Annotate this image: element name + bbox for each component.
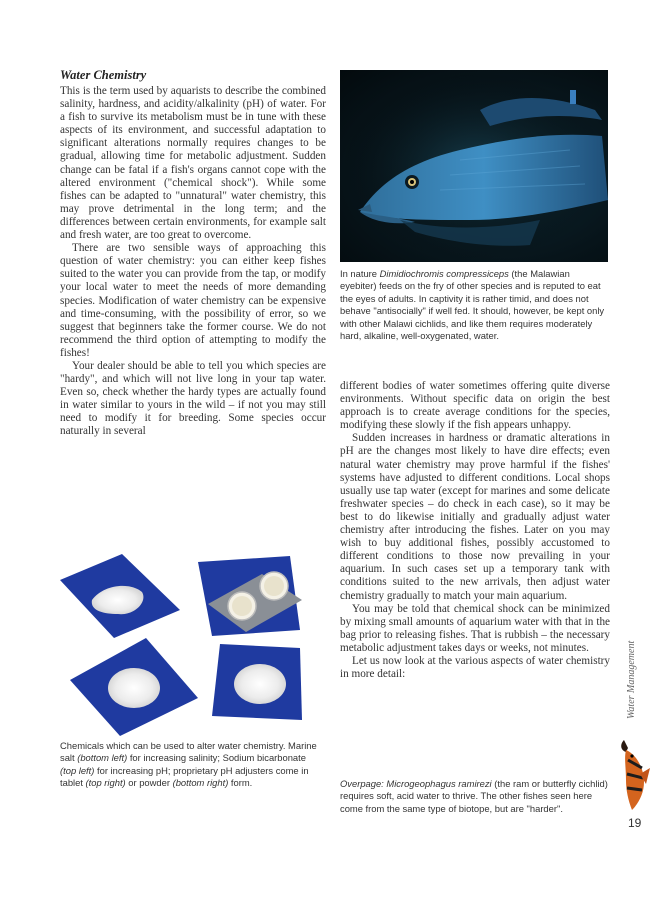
left-column (60, 68, 326, 439)
caption-position: (bottom right) (172, 777, 229, 789)
caption-text: for increasing salinity; Sodium bicarbonate (127, 752, 306, 764)
tab-fish-icon (618, 734, 652, 814)
body-paragraph: There are two sensible ways of approaching this question of water chemistry: you can either keep fishes suited to the water you can provide from the tap, or modify your local water to meet the needs of more demanding species. Modification of water chemistry can be expensive and time-consuming, with the possibility of error, so we suggest that beginners take the former course. We do not recommend the third option of attempting to modify the fishes! (60, 242, 326, 359)
overpage-caption (340, 778, 610, 815)
eyebiter-fish-photo (340, 70, 608, 262)
caption-text: In nature (340, 268, 380, 279)
chapter-side-tab: Water Management (626, 640, 637, 720)
caption-text: Chemicals which can be used to alter water chemistry. Marine salt (60, 740, 317, 764)
body-paragraph: Your dealer should be able to tell you which species are "hardy", and which will not live long in your tap water. Even so, check whether the hardy types are actually found in water similar to yours in the wild – if not you may still need to modify it for breeding. Some species occur naturally in several (60, 359, 326, 438)
overpage-label: Overpage: (340, 778, 387, 789)
caption-position: (top right) (85, 777, 126, 789)
caption-species-name: Microgeophagus ramirezi (386, 778, 492, 789)
caption-text: for increasing pH; proprietary pH adjusters come in tablet (60, 764, 309, 789)
body-paragraph: You may be told that chemical shock can be minimized by mixing small amounts of aquarium water with that in the bag prior to releasing fishes. That is rubbish – the necessary metabolic adjustment takes days or weeks, not minutes. (340, 602, 610, 654)
right-column (340, 380, 610, 681)
chemicals-illustration (52, 540, 324, 740)
fish-illustration (340, 70, 608, 262)
chemicals-photo (52, 540, 324, 740)
section-heading: Water Chemistry (60, 68, 147, 82)
page-number: 19 (628, 816, 642, 830)
chemicals-photo-caption (60, 740, 322, 790)
caption-text: (the ram or butterfly cichlid) requires soft, acid water to thrive. The other fishes seen here come from the same type of biotope, but are "harder". (340, 778, 608, 814)
caption-species-name: Dimidiochromis compressiceps (379, 268, 509, 279)
caption-text: or powder (125, 777, 173, 789)
caption-text: form. (228, 777, 253, 789)
caption-position: (top left) (60, 764, 95, 776)
caption-position: (bottom left) (77, 752, 128, 764)
fish-photo-caption (340, 268, 608, 342)
body-paragraph: Let us now look at the various aspects of water chemistry in more detail: (340, 654, 610, 681)
body-paragraph: different bodies of water sometimes offering quite diverse environments. Without specific data on origin the best approach is to create average conditions for the species, modifying these slowly if the fish appears unhappy. (340, 380, 610, 432)
body-paragraph: Sudden increases in hardness or dramatic alterations in pH are the changes most likely to have dire effects; even natural water chemistry may prove harmful if the fishes' systems have adjusted to different conditions. Local shops usually use tap water (except for marines and some delicate freshwater species – do check in each case), so it may be best to do likewise initially and gradually adjust water chemistry after introducing the fishes. Later on you may wish to buy additional fishes, possibly accustomed to different conditions to those now prevailing in your aquarium. In such cases set up a temporary tank with conditions suited to the new arrivals, then adjust water chemistry gradually to match your main aquarium. (340, 432, 610, 602)
caption-text: (the Malawian eyebiter) feeds on the fry of other species and is reputed to eat the eyes of adults. In captivity it is rather timid, and does not behave "antisocially" if well fed. It should, however, be kept only with other Malawi cichlids, and like them requires moderately hard, alkaline, well-oxygenated, water. (340, 268, 605, 342)
body-paragraph: This is the term used by aquarists to describe the combined salinity, hardness, and acidity/alkalinity (pH) of water. For a fish to survive its metabolism must be in tune with these aspects of its environment, and successful adaptation to significant alterations normally requires changes to be gradual, allowing time for metabolic adjustment. Sudden change can be fatal if a fish's organs cannot cope with the altered environment ("chemical shock"). While some fishes can be adapted to "unnatural" water chemistry, this may prove detrimental in the long term; and the differences between certain environments, for example salt and fresh water, are too great to overcome. (60, 85, 326, 242)
